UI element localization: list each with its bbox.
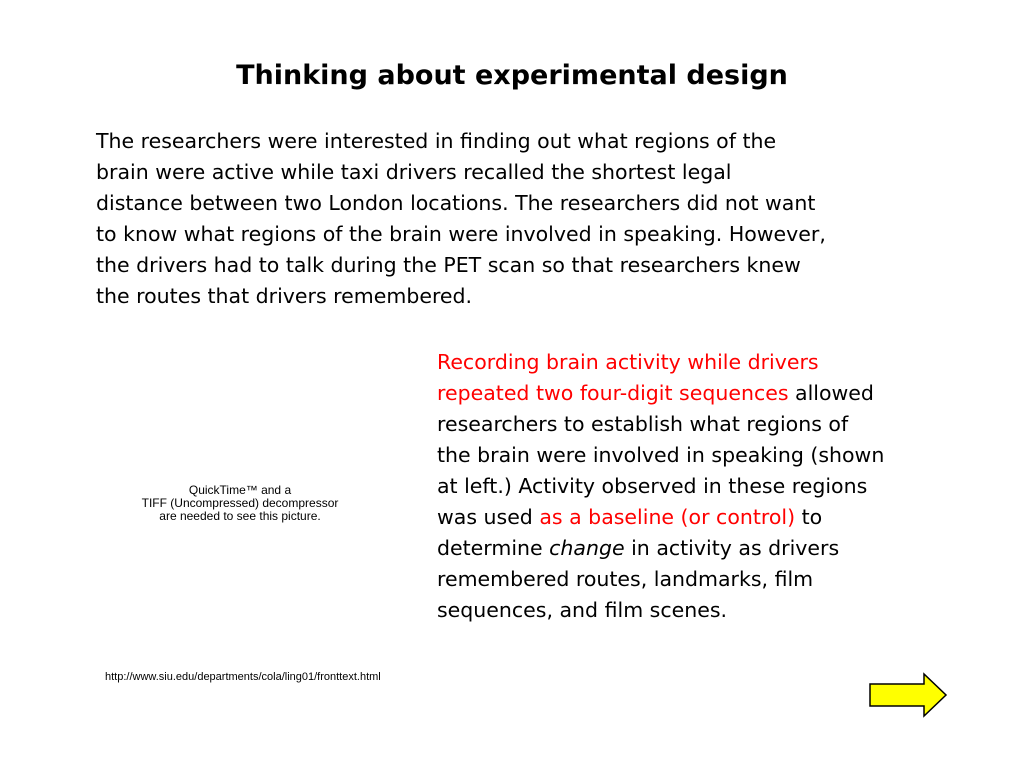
explanation-text: allowed [788,381,874,405]
explanation-paragraph [437,347,997,626]
source-url[interactable]: http://www.siu.edu/departments/cola/ling01/fronttext.html [105,671,381,683]
next-slide-button[interactable] [868,672,948,718]
slide-title: Thinking about experimental design [236,60,788,91]
quicktime-placeholder [110,484,370,523]
explanation-line: Recording brain activity while drivers [437,350,819,374]
explanation-line: remembered routes, landmarks, film [437,567,814,591]
explanation-line: researchers to establish what regions of [437,412,849,436]
explanation-line: the brain were involved in speaking (shown [437,443,885,467]
intro-line: the drivers had to talk during the PET scan so that researchers knew [96,253,801,277]
intro-line: to know what regions of the brain were involved in speaking. However, [96,222,826,246]
intro-line: The researchers were interested in finding out what regions of the [96,129,777,153]
emphasis-text: change [549,536,625,560]
explanation-text: in activity as drivers [624,536,840,560]
placeholder-line: are needed to see this picture. [159,509,321,523]
placeholder-line: QuickTime™ and a [188,483,292,497]
explanation-line [437,533,997,564]
explanation-text: to [795,505,823,529]
explanation-line [437,378,997,409]
intro-line: the routes that drivers remembered. [96,284,473,308]
explanation-text: was used [437,505,540,529]
intro-line: brain were active while taxi drivers recalled the shortest legal [96,160,732,184]
highlight-text: repeated two four-digit sequences [437,381,789,405]
explanation-line: sequences, and film scenes. [437,598,728,622]
explanation-line: at left.) Activity observed in these regions [437,474,868,498]
intro-paragraph [96,126,946,312]
explanation-text: determine [437,536,550,560]
placeholder-line: TIFF (Uncompressed) decompressor [141,496,339,510]
intro-line: distance between two London locations. The researchers did not want [96,191,816,215]
highlight-text: as a baseline (or control) [539,505,796,529]
right-arrow-icon [868,672,948,718]
explanation-line [437,502,997,533]
